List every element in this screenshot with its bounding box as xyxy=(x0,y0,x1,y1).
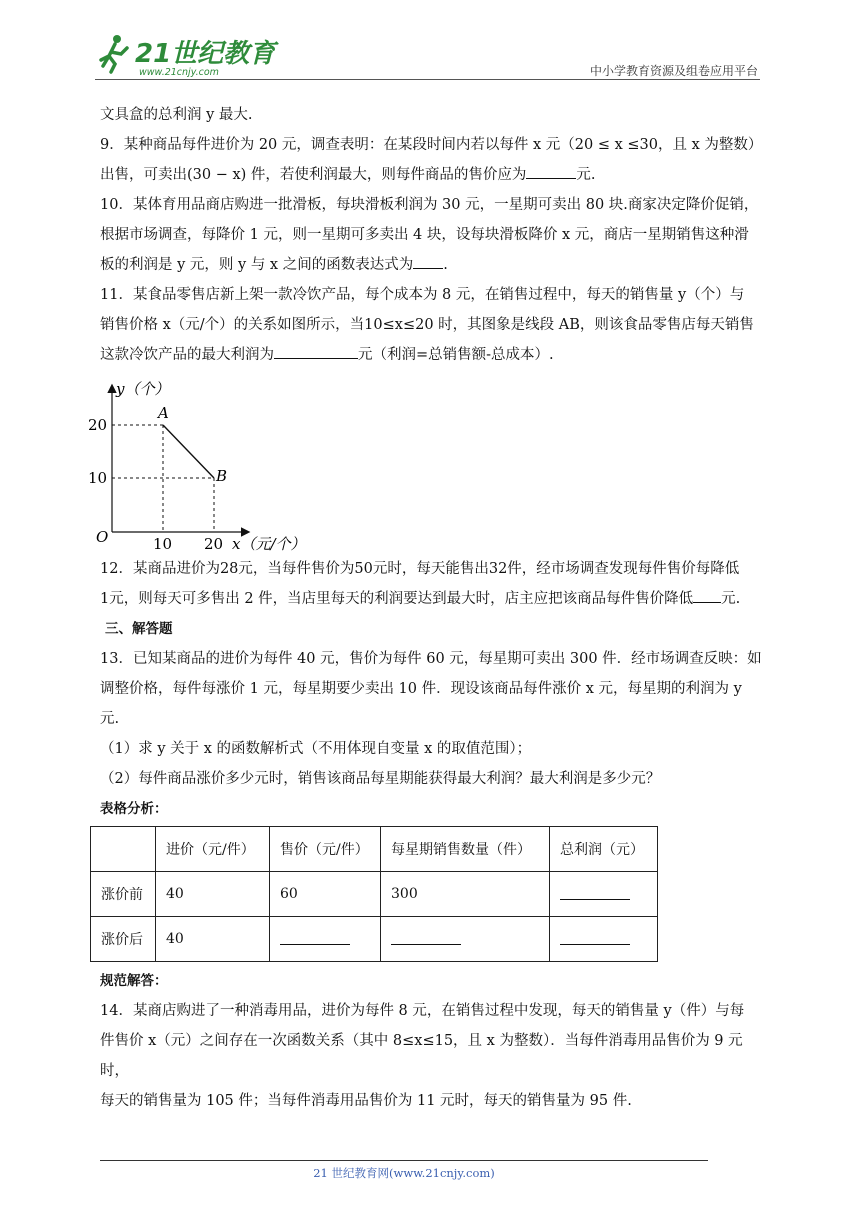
q12-line1: 12．某商品进价为28元，当每件售价为50元时，每天能售出32件，经市场调查发现每件售价每降低 xyxy=(100,561,740,577)
q14-line3: 每天的销售量为 105 件；当每件消毒用品售价为 11 元时，每天的销售量为 95 件. xyxy=(100,1093,632,1109)
x-axis-label: x（元/个） xyxy=(232,535,306,553)
q14-line1: 14．某商店购进了一种消毒用品，进价为每件 8 元，在销售过程中发现，每天的销售量 y（件）与每 xyxy=(100,1003,745,1019)
document-body xyxy=(88,100,765,1116)
q13-line3: 元. xyxy=(100,711,120,727)
q9-line2: 出售，可卖出(30 − x) 件，若使利润最大，则每件商品的售价应为 元. xyxy=(100,160,765,190)
q9-line1: 9．某种商品每件进价为 20 元，调查表明：在某段时间内若以每件 x 元（20 ≤ x ≤30，且 x 为整数） xyxy=(100,137,763,153)
answer-blank xyxy=(274,342,358,359)
logo-url: www.21cnjy.com xyxy=(139,67,219,78)
point-b-label: B xyxy=(216,467,228,485)
answer-blank xyxy=(560,885,630,900)
table-cell: 300 xyxy=(381,872,550,917)
answer-blank xyxy=(526,162,576,179)
page-header xyxy=(95,28,760,80)
q10-line2: 根据市场调查，每降价 1 元，则一星期可多卖出 4 块，设每块滑板降价 x 元，商店一星期销售这种滑 xyxy=(100,227,749,243)
table-cell: 60 xyxy=(270,872,381,917)
q11-graph xyxy=(88,374,306,554)
table-cell: 涨价前 xyxy=(91,872,156,917)
y-tick-label: 10 xyxy=(88,469,108,487)
x-tick-label: 20 xyxy=(204,535,224,553)
answer-blank xyxy=(560,930,630,945)
section-heading: 三、解答题 xyxy=(105,621,173,637)
y-axis-label: y（个） xyxy=(116,380,170,398)
table-blank-cell xyxy=(381,917,550,962)
table-cell: 40 xyxy=(156,872,270,917)
table-blank-cell xyxy=(550,872,658,917)
y-tick-label: 20 xyxy=(88,416,108,434)
q10-line1: 10．某体育用品商店购进一批滑板，每块滑板利润为 30 元，一星期可卖出 80 块.商家决定降价促销， xyxy=(100,197,759,213)
table-cell: 涨价后 xyxy=(91,917,156,962)
footer-divider xyxy=(100,1160,708,1161)
header-divider xyxy=(95,79,760,80)
solution-label: 规范解答： xyxy=(100,973,168,989)
answer-blank xyxy=(280,930,350,945)
q13-part1: （1）求 y 关于 x 的函数解析式（不用体现自变量 x 的取值范围）； xyxy=(100,741,532,757)
q13-line1: 13．已知某商品的进价为每件 40 元，售价为每件 60 元，每星期可卖出 300 件．经市场调查反映：如 xyxy=(100,651,762,667)
q10-line3: 板的利润是 y 元，则 y 与 x 之间的函数表达式为 . xyxy=(100,250,765,280)
q11-line1: 11．某食品零售店新上架一款冷饮产品，每个成本为 8 元，在销售过程中，每天的销售量 y（个）与 xyxy=(100,287,745,303)
table-header-row xyxy=(91,827,658,872)
origin-label: O xyxy=(96,528,109,546)
table-header-cell: 总利润（元） xyxy=(550,827,658,872)
q12-line2: 1元，则每天可多售出 2 件，当店里每天的利润要达到最大时，店主应把该商品每件售价降低 元. xyxy=(100,584,765,614)
logo-text: 21世纪教育 xyxy=(135,39,276,69)
table-row xyxy=(91,872,658,917)
runner-icon xyxy=(101,35,127,72)
table-row xyxy=(91,917,658,962)
q13-part2: （2）每件商品涨价多少元时，销售该商品每星期能获得最大利润？最大利润是多少元？ xyxy=(100,771,661,787)
q13-line2: 调整价格，每件每涨价 1 元，每星期要少卖出 10 件．现设该商品每件涨价 x 元，每星期的利润为 y xyxy=(100,681,742,697)
table-header-cell: 售价（元/件） xyxy=(270,827,381,872)
platform-name: 中小学教育资源及组卷应用平台 xyxy=(589,64,758,78)
footer-link[interactable]: 21 世纪教育网(www.21cnjy.com) xyxy=(313,1166,495,1180)
site-logo xyxy=(95,32,276,78)
analysis-table xyxy=(90,826,658,962)
answer-blank xyxy=(413,252,443,269)
table-header-cell: 每星期销售数量（件） xyxy=(381,827,550,872)
table-label: 表格分析： xyxy=(100,801,168,817)
table-blank-cell xyxy=(270,917,381,962)
q14-line2: 件售价 x（元）之间存在一次函数关系（其中 8≤x≤15，且 x 为整数）．当每件消毒用品售价为 9 元时， xyxy=(100,1033,743,1079)
segment-ab xyxy=(163,425,214,478)
q11-line3: 这款冷饮产品的最大利润为 元（利润=总销售额-总成本）. xyxy=(100,340,765,370)
table-header-cell xyxy=(91,827,156,872)
x-tick-label: 10 xyxy=(153,535,173,553)
answer-blank xyxy=(391,930,461,945)
table-header-cell: 进价（元/件） xyxy=(156,827,270,872)
answer-blank xyxy=(693,586,721,603)
table-blank-cell xyxy=(550,917,658,962)
q11-line2: 销售价格 x（元/个）的关系如图所示，当10≤x≤20 时，其图象是线段 AB，则该食品零售店每天销售 xyxy=(100,317,754,333)
point-a-label: A xyxy=(158,404,169,422)
text-line: 文具盒的总利润 y 最大. xyxy=(100,107,253,123)
table-cell: 40 xyxy=(156,917,270,962)
